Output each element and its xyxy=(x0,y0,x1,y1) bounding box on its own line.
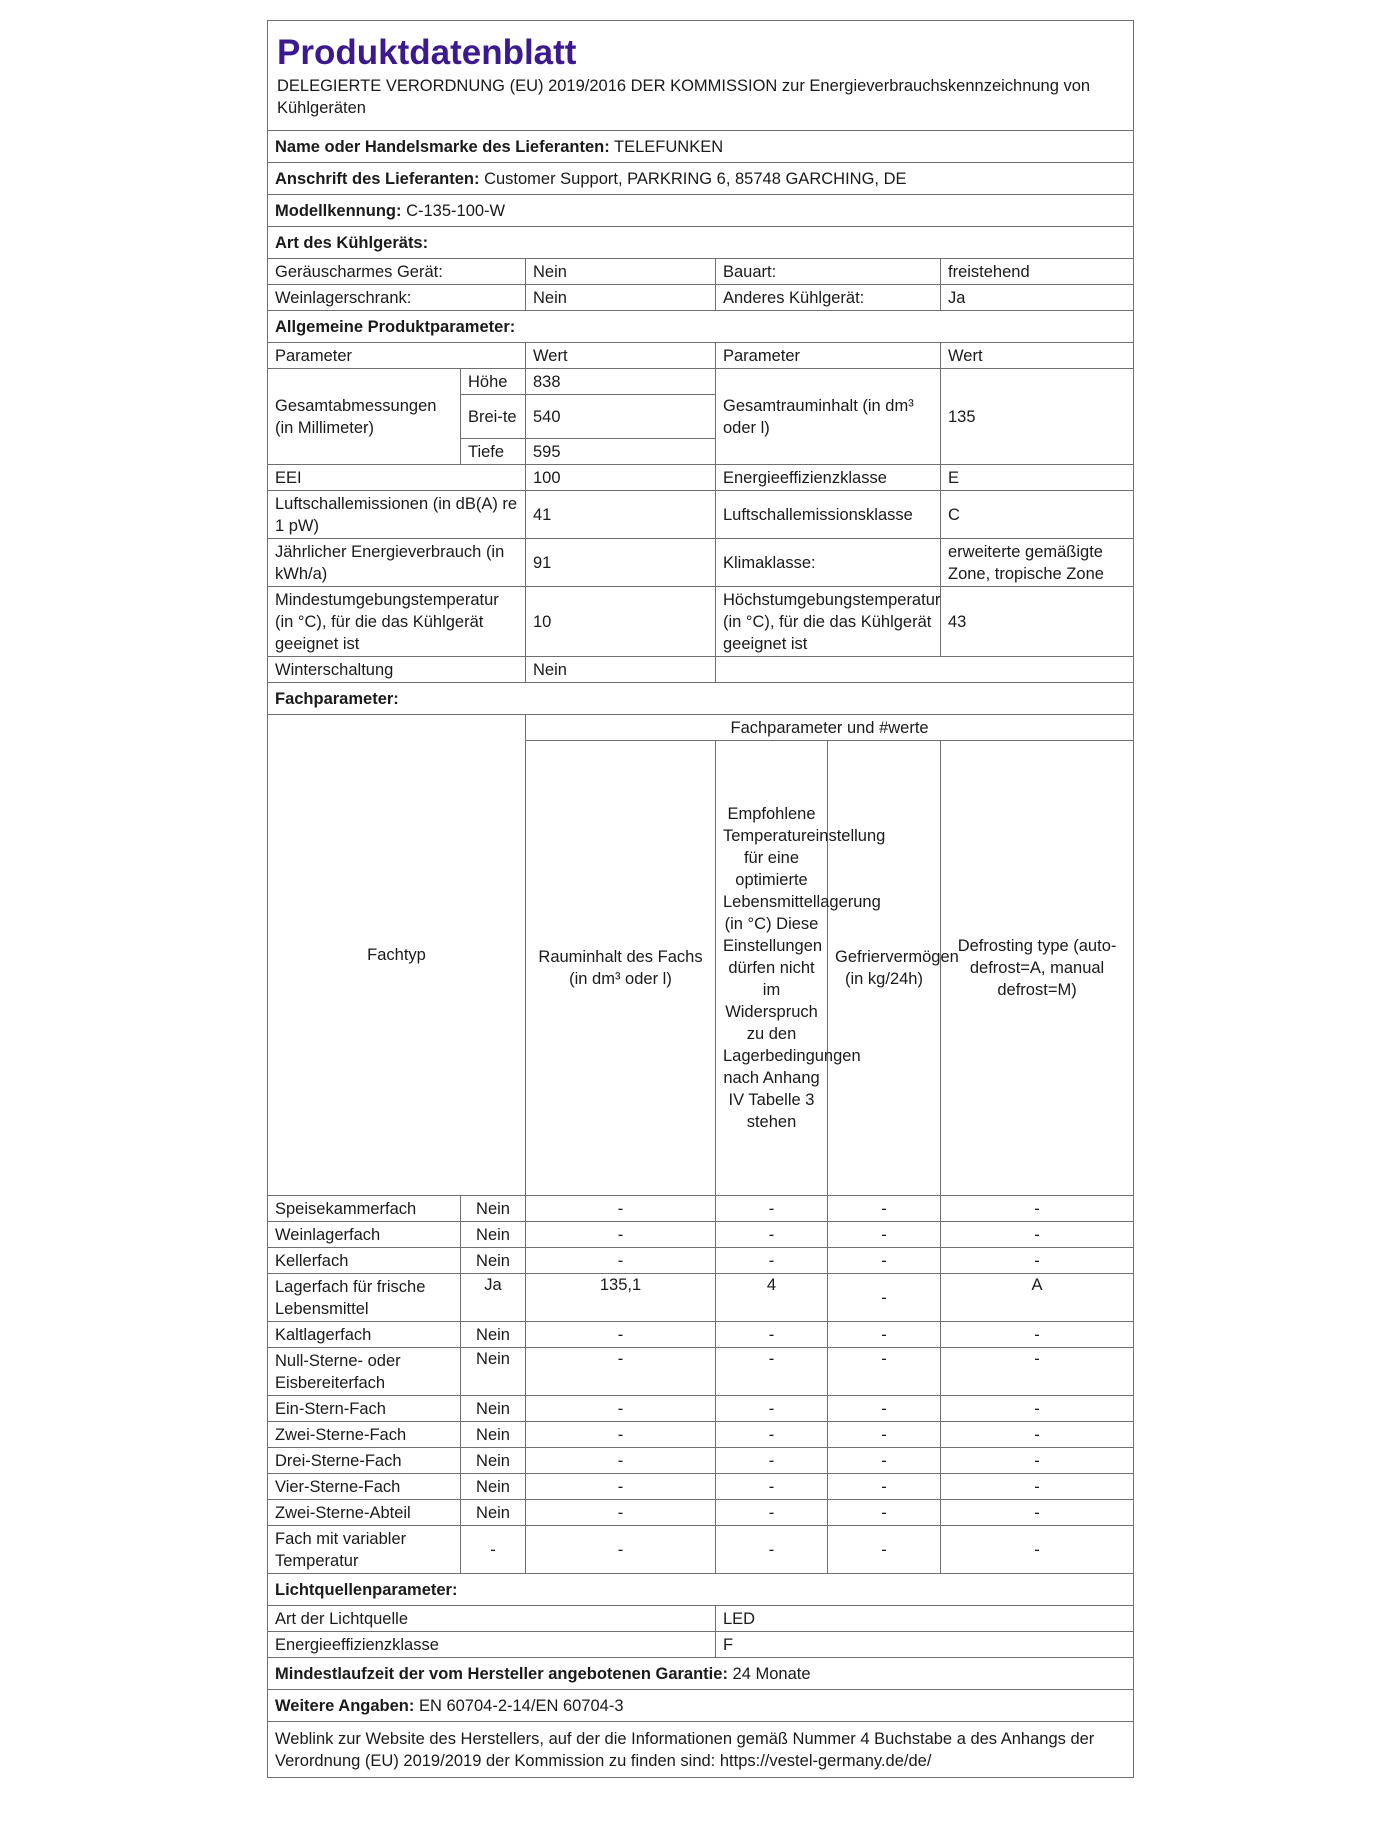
other-appliance-value: Ja xyxy=(941,285,1134,311)
compartment-volume: - xyxy=(526,1222,716,1248)
general-heading: Allgemeine Produktparameter: xyxy=(268,311,1134,343)
table-row xyxy=(268,1500,1134,1526)
design-label: Bauart: xyxy=(716,259,941,285)
compartment-defrost: - xyxy=(941,1422,1134,1448)
light-heading: Lichtquellenparameter: xyxy=(268,1574,1134,1606)
compartment-volume: - xyxy=(526,1474,716,1500)
low-noise-label: Geräuscharmes Gerät: xyxy=(268,259,526,285)
compartment-present: Nein xyxy=(461,1196,526,1222)
model-value: C-135-100-W xyxy=(406,201,506,220)
address-value: Customer Support, PARKRING 6, 85748 GARCHING, DE xyxy=(484,169,907,188)
compartment-freeze: - xyxy=(828,1348,941,1396)
compartment-present: - xyxy=(461,1526,526,1574)
compartment-freeze: - xyxy=(828,1422,941,1448)
wine-cabinet-value: Nein xyxy=(526,285,716,311)
compartment-temp: - xyxy=(716,1500,828,1526)
compartment-present: Nein xyxy=(461,1248,526,1274)
winter-value: Nein xyxy=(526,657,716,683)
address-row xyxy=(268,163,1134,195)
height-label: Höhe xyxy=(461,369,526,395)
further-row xyxy=(268,1690,1134,1722)
compartment-volume: - xyxy=(526,1196,716,1222)
col-volume: Rauminhalt des Fachs (in dm³ oder l) xyxy=(526,741,716,1196)
group-header: Fachparameter und #werte xyxy=(526,715,1134,741)
compartment-freeze: - xyxy=(828,1222,941,1248)
compartment-volume: - xyxy=(526,1448,716,1474)
dimensions-label: Gesamtabmessungen (in Millimeter) xyxy=(268,369,461,465)
table-row xyxy=(268,1322,1134,1348)
compartment-volume: 135,1 xyxy=(526,1274,716,1322)
eei-label: EEI xyxy=(268,465,526,491)
compartment-name: Kaltlagerfach xyxy=(268,1322,461,1348)
compartment-temp: - xyxy=(716,1196,828,1222)
wine-cabinet-label: Weinlagerschrank: xyxy=(268,285,526,311)
compartment-temp: - xyxy=(716,1474,828,1500)
page-title: Produktdatenblatt xyxy=(277,32,577,72)
compartment-present: Nein xyxy=(461,1348,526,1396)
compartment-present: Nein xyxy=(461,1448,526,1474)
col-compartment-type: Fachtyp xyxy=(268,715,526,1196)
table-row xyxy=(268,1348,1134,1396)
product-data-sheet xyxy=(267,20,1133,1778)
compartment-temp: - xyxy=(716,1248,828,1274)
compartment-name: Fach mit variabler Temperatur xyxy=(268,1526,461,1574)
width-label: Brei-te xyxy=(461,395,526,439)
compartment-name: Speisekammerfach xyxy=(268,1196,461,1222)
table-row xyxy=(268,1448,1134,1474)
depth-label: Tiefe xyxy=(461,439,526,465)
energy-value: 91 xyxy=(526,539,716,587)
compartment-defrost: - xyxy=(941,1196,1134,1222)
compartment-temp: 4 xyxy=(716,1274,828,1322)
design-value: freistehend xyxy=(941,259,1134,285)
compartment-name: Lagerfach für frische Lebensmittel xyxy=(268,1274,461,1322)
winter-label: Winterschaltung xyxy=(268,657,526,683)
compartment-present: Nein xyxy=(461,1474,526,1500)
width-value: 540 xyxy=(526,395,716,439)
appliance-type-heading: Art des Kühlgeräts: xyxy=(268,227,1134,259)
table-row xyxy=(268,1396,1134,1422)
table-row xyxy=(268,1274,1134,1322)
max-temp-label: Höchstumgebungstemperatur (in °C), für die das Kühlgerät geeignet ist xyxy=(716,587,941,657)
table-row xyxy=(268,1422,1134,1448)
compartment-defrost: - xyxy=(941,1222,1134,1248)
compartment-name: Drei-Sterne-Fach xyxy=(268,1448,461,1474)
compartment-temp: - xyxy=(716,1348,828,1396)
col-parameter: Parameter xyxy=(268,343,526,369)
compartment-freeze: - xyxy=(828,1396,941,1422)
header-cell xyxy=(268,21,1134,131)
compartment-temp: - xyxy=(716,1222,828,1248)
compartment-defrost: - xyxy=(941,1526,1134,1574)
compartment-freeze: - xyxy=(828,1500,941,1526)
compartment-name: Zwei-Sterne-Abteil xyxy=(268,1500,461,1526)
table-row xyxy=(268,1222,1134,1248)
compartment-temp: - xyxy=(716,1422,828,1448)
compartment-present: Ja xyxy=(461,1274,526,1322)
compartment-freeze: - xyxy=(828,1526,941,1574)
warranty-row xyxy=(268,1658,1134,1690)
compartment-temp: - xyxy=(716,1396,828,1422)
model-label: Modellkennung: xyxy=(275,201,402,220)
compartment-volume: - xyxy=(526,1348,716,1396)
compartment-freeze: - xyxy=(828,1274,941,1322)
col-value: Wert xyxy=(526,343,716,369)
compartment-name: Kellerfach xyxy=(268,1248,461,1274)
volume-value: 135 xyxy=(941,369,1134,465)
compartment-volume: - xyxy=(526,1322,716,1348)
compartment-name: Zwei-Sterne-Fach xyxy=(268,1422,461,1448)
compartment-present: Nein xyxy=(461,1422,526,1448)
noise-label: Luftschallemissionen (in dB(A) re 1 pW) xyxy=(268,491,526,539)
compartment-volume: - xyxy=(526,1500,716,1526)
compartment-defrost: - xyxy=(941,1396,1134,1422)
compartment-defrost: - xyxy=(941,1474,1134,1500)
compartment-freeze: - xyxy=(828,1196,941,1222)
table-row xyxy=(268,1474,1134,1500)
compartment-defrost: - xyxy=(941,1348,1134,1396)
further-label: Weitere Angaben: xyxy=(275,1696,415,1715)
supplier-value: TELEFUNKEN xyxy=(614,137,724,156)
min-temp-value: 10 xyxy=(526,587,716,657)
height-value: 838 xyxy=(526,369,716,395)
compartment-name: Null-Sterne- oder Eisbereiterfach xyxy=(268,1348,461,1396)
compartment-freeze: - xyxy=(828,1248,941,1274)
compartment-name: Ein-Stern-Fach xyxy=(268,1396,461,1422)
table-row xyxy=(268,1196,1134,1222)
compartment-temp: - xyxy=(716,1526,828,1574)
compartment-defrost: A xyxy=(941,1274,1134,1322)
efficiency-class-value: E xyxy=(941,465,1134,491)
model-row xyxy=(268,195,1134,227)
climate-value: erweiterte gemäßigte Zone, tropische Zone xyxy=(941,539,1134,587)
noise-value: 41 xyxy=(526,491,716,539)
compartment-defrost: - xyxy=(941,1448,1134,1474)
eei-value: 100 xyxy=(526,465,716,491)
further-value: EN 60704-2-14/EN 60704-3 xyxy=(418,1696,624,1715)
weblink-url[interactable]: https://vestel-germany.de/de/ xyxy=(719,1751,932,1770)
compartment-name: Weinlagerfach xyxy=(268,1222,461,1248)
light-type-value: LED xyxy=(716,1606,1134,1632)
compartment-defrost: - xyxy=(941,1500,1134,1526)
noise-class-value: C xyxy=(941,491,1134,539)
compartment-volume: - xyxy=(526,1526,716,1574)
col-defrost-type: Defrosting type (auto-defrost=A, manual defrost=M) xyxy=(941,741,1134,1196)
compartment-temp: - xyxy=(716,1322,828,1348)
warranty-label: Mindestlaufzeit der vom Hersteller angebotenen Garantie: xyxy=(275,1664,728,1683)
max-temp-value: 43 xyxy=(941,587,1134,657)
regulation-text: DELEGIERTE VERORDNUNG (EU) 2019/2016 DER KOMMISSION zur Energieverbrauchskennzeichnung von Kühlgeräten xyxy=(277,76,1091,117)
col-freezing-capacity: Gefriervermögen (in kg/24h) xyxy=(828,741,941,1196)
compartment-volume: - xyxy=(526,1422,716,1448)
compartment-present: Nein xyxy=(461,1500,526,1526)
compartment-defrost: - xyxy=(941,1248,1134,1274)
compartments-heading: Fachparameter: xyxy=(268,683,1134,715)
min-temp-label: Mindestumgebungstemperatur (in °C), für die das Kühlgerät geeignet ist xyxy=(268,587,526,657)
compartment-freeze: - xyxy=(828,1448,941,1474)
depth-value: 595 xyxy=(526,439,716,465)
empty-cell xyxy=(716,657,1134,683)
compartment-present: Nein xyxy=(461,1396,526,1422)
compartment-volume: - xyxy=(526,1248,716,1274)
supplier-row xyxy=(268,131,1134,163)
noise-class-label: Luftschallemissionsklasse xyxy=(716,491,941,539)
warranty-value: 24 Monate xyxy=(732,1664,811,1683)
compartment-freeze: - xyxy=(828,1474,941,1500)
col-parameter-2: Parameter xyxy=(716,343,941,369)
table-row xyxy=(268,1248,1134,1274)
compartment-volume: - xyxy=(526,1396,716,1422)
compartment-present: Nein xyxy=(461,1222,526,1248)
light-class-label: Energieeffizienzklasse xyxy=(268,1632,716,1658)
weblink-row xyxy=(268,1722,1134,1778)
address-label: Anschrift des Lieferanten: xyxy=(275,169,480,188)
other-appliance-label: Anderes Kühlgerät: xyxy=(716,285,941,311)
climate-label: Klimaklasse: xyxy=(716,539,941,587)
compartment-name: Vier-Sterne-Fach xyxy=(268,1474,461,1500)
efficiency-class-label: Energieeffizienzklasse xyxy=(716,465,941,491)
compartment-defrost: - xyxy=(941,1322,1134,1348)
compartment-freeze: - xyxy=(828,1322,941,1348)
light-class-value: F xyxy=(716,1632,1134,1658)
compartment-temp: - xyxy=(716,1448,828,1474)
table-row xyxy=(268,1526,1134,1574)
volume-label: Gesamtrauminhalt (in dm³ oder l) xyxy=(716,369,941,465)
sheet-table xyxy=(267,20,1134,1778)
col-value-2: Wert xyxy=(941,343,1134,369)
light-type-label: Art der Lichtquelle xyxy=(268,1606,716,1632)
supplier-label: Name oder Handelsmarke des Lieferanten: xyxy=(275,137,610,156)
col-recommended-temp: Empfohlene Temperatureinstellung für eine optimierte Lebensmittellagerung (in °C) Diese Einstellungen dürfen nicht im Widerspruch zu den Lagerbedingungen nach Anhang IV Tabelle 3 stehen xyxy=(716,741,828,1196)
low-noise-value: Nein xyxy=(526,259,716,285)
weblink-text: Weblink zur Website des Herstellers, auf der die Informationen gemäß Nummer 4 Buchstabe a des Anhangs der Verordnung (EU) 2019/2019 der Kommission zu finden sind: xyxy=(275,1729,1095,1770)
energy-label: Jährlicher Energieverbrauch (in kWh/a) xyxy=(268,539,526,587)
compartment-present: Nein xyxy=(461,1322,526,1348)
